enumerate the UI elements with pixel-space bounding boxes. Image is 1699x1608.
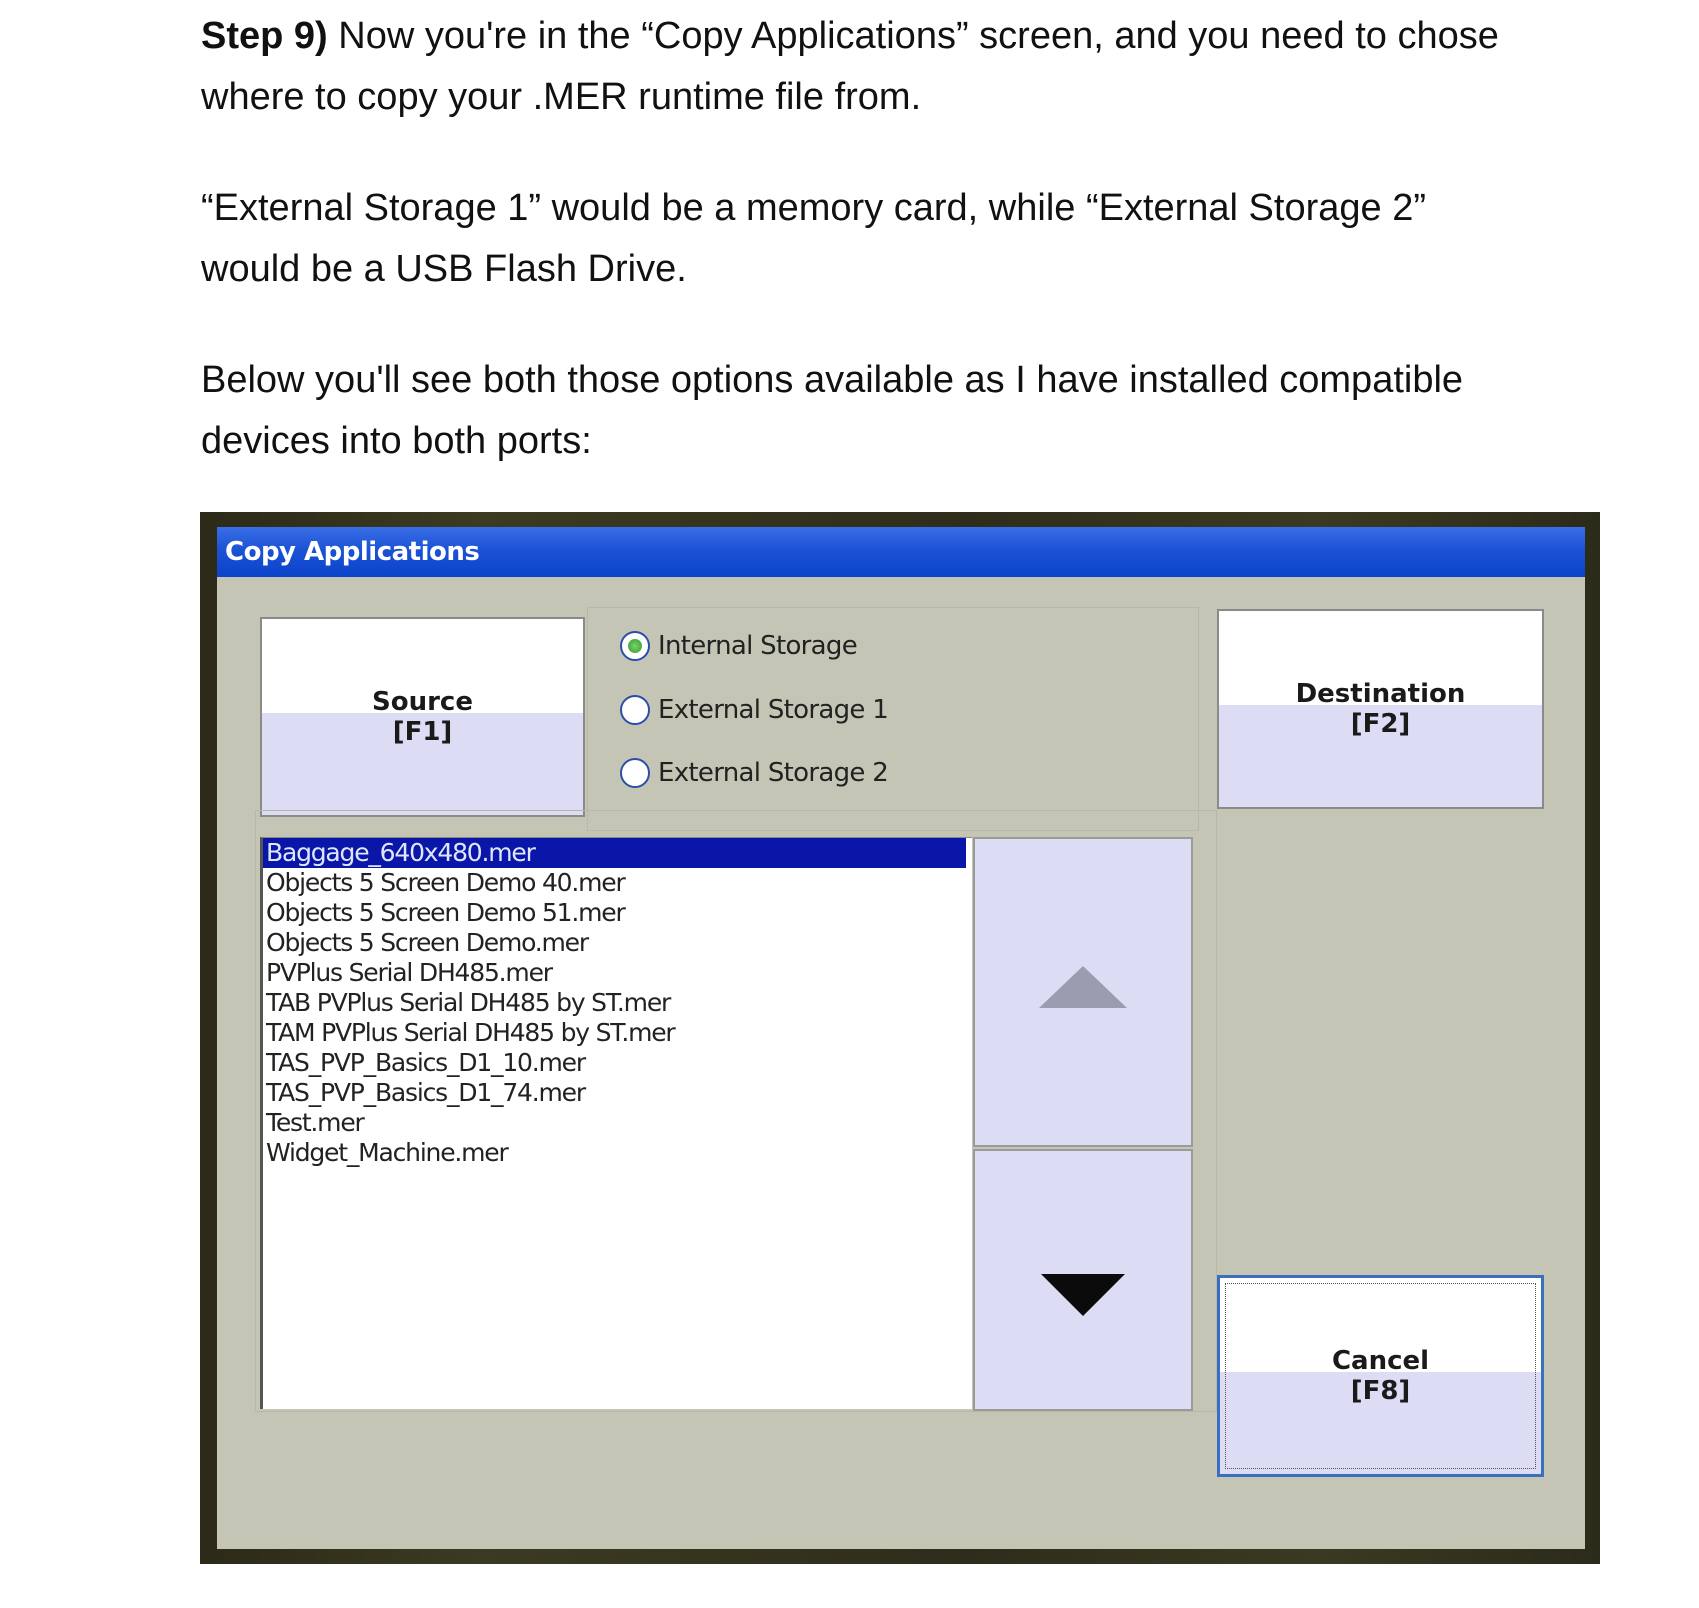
list-item[interactable]: TAM PVPlus Serial DH485 by ST.mer bbox=[266, 1018, 675, 1047]
file-listbox[interactable] bbox=[260, 837, 972, 1409]
list-item-selected[interactable]: Baggage_640x480.mer bbox=[263, 838, 966, 868]
scroll-down-button[interactable] bbox=[973, 1149, 1193, 1411]
radio-label: External Storage 2 bbox=[658, 758, 889, 788]
step-label: Step 9) bbox=[201, 15, 328, 57]
radio-label: External Storage 1 bbox=[658, 695, 889, 725]
radio-unselected-icon[interactable] bbox=[620, 758, 650, 788]
radio-label: Internal Storage bbox=[658, 631, 857, 661]
window-title: Copy Applications bbox=[225, 537, 480, 567]
source-button-label: Source [F1] bbox=[372, 687, 473, 747]
radio-unselected-icon[interactable] bbox=[620, 695, 650, 725]
list-item[interactable]: Objects 5 Screen Demo 51.mer bbox=[266, 898, 625, 927]
list-item[interactable]: Test.mer bbox=[266, 1108, 364, 1137]
list-item[interactable]: TAS_PVP_Basics_D1_74.mer bbox=[266, 1078, 585, 1107]
list-item[interactable]: Objects 5 Screen Demo.mer bbox=[266, 928, 588, 957]
radio-external-storage-1[interactable] bbox=[620, 690, 888, 730]
list-item[interactable]: TAS_PVP_Basics_D1_10.mer bbox=[266, 1048, 585, 1077]
radio-internal-storage[interactable] bbox=[620, 626, 857, 666]
list-item[interactable]: TAB PVPlus Serial DH485 by ST.mer bbox=[266, 988, 671, 1017]
radio-external-storage-2[interactable] bbox=[620, 753, 888, 793]
cancel-button-label: Cancel [F8] bbox=[1331, 1346, 1430, 1406]
window-titlebar bbox=[217, 527, 1585, 577]
scroll-up-button[interactable] bbox=[973, 837, 1193, 1147]
storage-explanation: “External Storage 1” would be a memory card, while “External Storage 2” would be a USB Flash Drive. bbox=[201, 187, 1426, 290]
destination-button-label: Destination [F2] bbox=[1295, 679, 1466, 739]
step-text: Now you're in the “Copy Applications” screen, and you need to chose where to copy your .MER runtime file from. bbox=[201, 15, 1499, 118]
list-item[interactable]: Widget_Machine.mer bbox=[266, 1138, 508, 1167]
cancel-button[interactable] bbox=[1217, 1275, 1544, 1477]
step-paragraph bbox=[201, 6, 1531, 128]
list-item[interactable]: PVPlus Serial DH485.mer bbox=[266, 958, 552, 987]
storage-radio-group bbox=[587, 607, 1199, 831]
triangle-up-icon bbox=[1039, 966, 1127, 1008]
options-intro: Below you'll see both those options available as I have installed compatible devices into both ports: bbox=[201, 359, 1464, 462]
triangle-down-icon bbox=[1041, 1274, 1125, 1316]
list-item[interactable]: Objects 5 Screen Demo 40.mer bbox=[266, 868, 625, 897]
radio-selected-icon[interactable] bbox=[620, 631, 650, 661]
source-button[interactable] bbox=[260, 617, 585, 817]
copy-applications-window bbox=[217, 527, 1585, 1549]
destination-button[interactable] bbox=[1217, 609, 1544, 809]
